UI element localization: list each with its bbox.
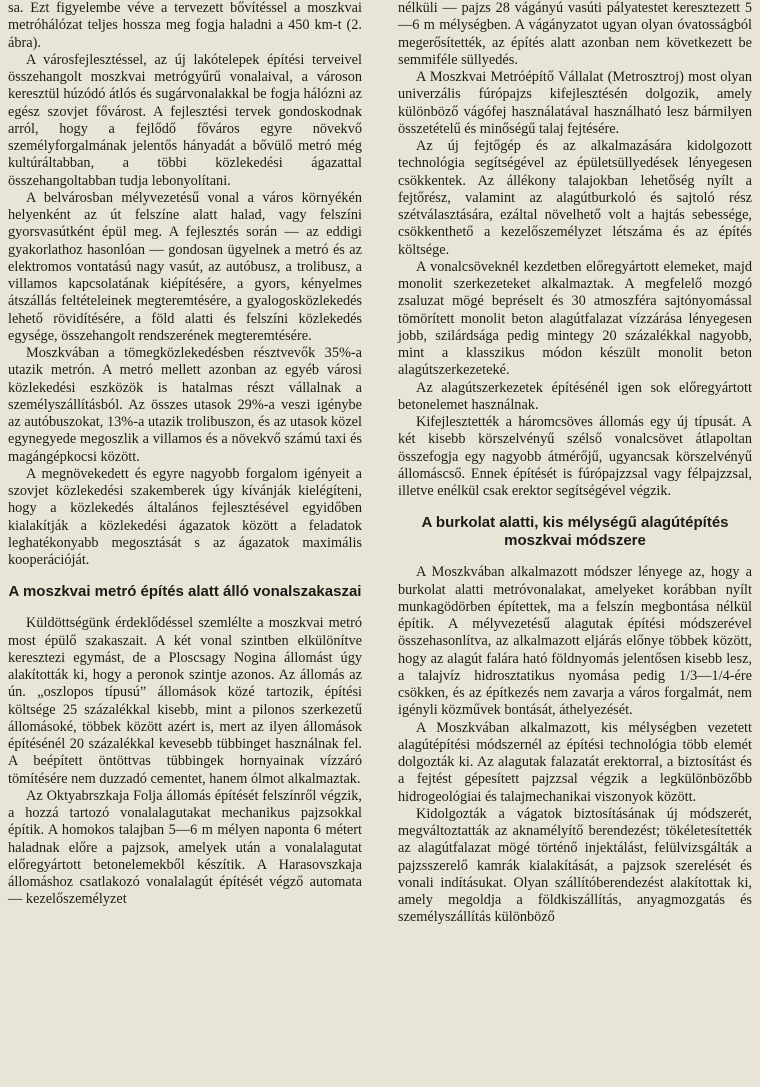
paragraph: Kidolgozták a vágatok biztosításának új módszerét, megváltoztatták az aknamélyítő berendezést; tökéletesítették az alagútfalazat mögé történő injektálást, felülvizsgálták a pajzsszerelő kamrák kialakítását, a pajzsok szerelését és vonali indításukat. Olyan szállítóberendezést alakítottak ki, amely megoldja a földkiszállítás, anyagmozgatás és személyszállítás különböző — [398, 805, 752, 926]
paragraph: Az Oktyabrszkaja Folja állomás építését felszínről végzik, a hozzá tartozó vonalalagutakat mechanikus pajzsokkal építik. A homokos talajban 5—6 m mélyen naponta 6 métert haladnak előre a pajzsok, amelyek után a vonalalagutat előregyártott betonelemekből készítik. A Harasovszkaja állomáshoz csatlakozó vonalalagút építését végző automata — kezelőszemélyzet — [8, 787, 362, 908]
section-heading: A moszkvai metró építés alatt álló vonalszakaszai — [8, 583, 362, 601]
paragraph: A vonalcsöveknél kezdetben előregyártott elemeket, majd monolit szerkezeteket alkalmaztak. A megfelelő mozgó zsaluzat mögé bepréselt és 30 atmoszféra sajtónyomással tömörített monolit beton alagútfalazat vízzárása lényegesen jobb, szilárdsága pedig mintegy 20 százalékkal nagyobb, mint a klasszikus módon készült monolit beton alagútszerkezeteké. — [398, 258, 752, 379]
paragraph: sa. Ezt figyelembe véve a tervezett bővítéssel a moszkvai metróhálózat teljes hossza meg fogja haladni a 450 km-t (2. ábra). — [8, 0, 362, 51]
paragraph: A megnövekedett és egyre nagyobb forgalom igényeit a szovjet közlekedési szakemberek úgy kívánják kielégíteni, hogy a közlekedés általános fejlesztésével egyidőben kialakítják a közlekedési ágazatok között a feladatok leghatékonyabb megosztását s az ágazatok maximális kooperációját. — [8, 465, 362, 568]
section-heading: A burkolat alatti, kis mélységű alagútépítés moszkvai módszere — [421, 514, 729, 550]
paragraph: A városfejlesztéssel, az új lakótelepek építési terveivel összehangolt moszkvai metrógyűrű vonalaival, a városon keresztül húzódó átlós és sugárvonalakkal be fogja hálózni az egész szovjet fővárost. A fejlesztési tervek gondoskodnak arról, hogy a fejlődő főváros egyre növekvő személyforgalmának jelentős hányadát a bővülő metró még kultúráltabban, a többi közlekedési ágazattal összehangoltabban tudja lebonyolítani. — [8, 51, 362, 189]
paragraph: A Moszkvában alkalmazott módszer lényege az, hogy a burkolat alatti metróvonalakat, amelyeket korábban nyílt munkagödörben építettek, ma a felszín megbontása nélkül építik. A mélyvezetésű alagutak építési módszerével összehasonlítva, az alkalmazott eljárás előnye többek között, hogy az alagút falára ható földnyomás jelentősen kisebb lesz, a talajvíz hidrosztatikus nyomása pedig 1/3—1/4-ére csökken, és az építkezés nem zavarja a város forgalmát, nem igényli közművek bontását, áthelyezését. — [398, 564, 752, 719]
paragraph: Küldöttségünk érdeklődéssel szemlélte a moszkvai metró most épülő szakaszait. A két vonal szintben elkülönítve keresztezi egymást, de a Ploscsagy Nogina állomást úgy alakították ki, hogy a peronok szintje azonos. Az állomás az ún. „oszlopos típusú” állomások közé tartozik, építési költsége 25 százalékkal kisebb, mint a pilonos szerkezetű állomásoké, többek között azért is, mert az ilyen állomások építésénél 20 százalékkal kevesebb tübbinget használnak fel. A beépített öntöttvas tübbingek hornyainak vízzáró tömítésére nem duzzadó cementet, hanem ólmot alkalmaztak. — [8, 615, 362, 787]
paragraph: A Moszkvai Metróépítő Vállalat (Metrosztroj) most olyan univerzális fúrópajzs kifejlesztésén dolgozik, amely különböző vágófej használatával használható lesz bármilyen összetételű és minőségű talaj fejtésére. — [398, 69, 752, 137]
left-column — [8, 0, 362, 909]
paragraph: Az új fejtőgép és az alkalmazására kidolgozott technológia segítségével az épületsüllyedések lényegesen csökkentek. Az állékony talajokban lehetőség nyílt a fejtőrész, valamint az alagútburkoló és sajtoló rész szétválasztására, ezáltal növelhető volt a hajtás sebessége, csökkenthető a kezelőszemélyzet létszáma és az építés költsége. — [398, 138, 752, 258]
paragraph: Az alagútszerkezetek építésénél igen sok előregyártott betonelemet használnak. — [398, 379, 752, 413]
paragraph: A belvárosban mélyvezetésű vonal a város környékén helyenként az út felszíne alatt halad, vagy felszíni gyorsvasútként épül meg. A fejlesztés során — az eddigi gyakorlathoz hasonlóan — gondosan ügyelnek a metró és az elektromos vontatású nagy vasút, az autóbusz, a trolibusz, a villamos kapcsolatának kiépítésére, a gyors, kényelmes átszállás feltételeinek megteremtésére, a gyalogosközlekedés lehető rövidítésére, a föld alatti és felszíni közlekedés egysége, összehangolt rendszerének megteremtésére. — [8, 189, 362, 344]
paragraph: Kifejlesztették a háromcsöves állomás egy új típusát. A két kisebb körszelvényű szélső vonalcsövet átlapoltan összefogja egy nagyobb átmérőjű, ugyancsak körszelvényű állomáscső. Ennek építését is fúrópajzzsal vagy félpajzzsal, illetve enélkül csak erektor segítségével végzik. — [398, 414, 752, 499]
paragraph: Moszkvában a tömegközlekedésben résztvevők 35%-a utazik metrón. A metró mellett azonban az egyéb városi közlekedési eszközök is hatalmas részt vállalnak a személyszállításból. Az összes utasok 29%-a veszi igénybe az autóbuszokat, 13%-a utazik trolibuszon, és az utasok közel egynegyede megoszlik a villamos és a növekvő számú taxi és magángépkocsi között. — [8, 345, 362, 465]
right-column — [398, 0, 752, 927]
paragraph: nélküli — pajzs 28 vágányú vasúti pályatestet keresztezett 5—6 m mélységben. A vágányzatot ugyan olyan óvatosságból megerősítették, az építés alatt azonban nem következett be semmiféle süllyedés. — [398, 0, 752, 68]
paragraph: A Moszkvában alkalmazott, kis mélységben vezetett alagútépítési módszernél az építési technológia több elemét dolgozták ki. Az alagutak falazatát erektorral, a biztosítást és a fejtést gépesített pajzzsal végzik a legkülönbözőbb hidrogeológiai és talajmechanikai viszonyok között. — [398, 719, 752, 805]
